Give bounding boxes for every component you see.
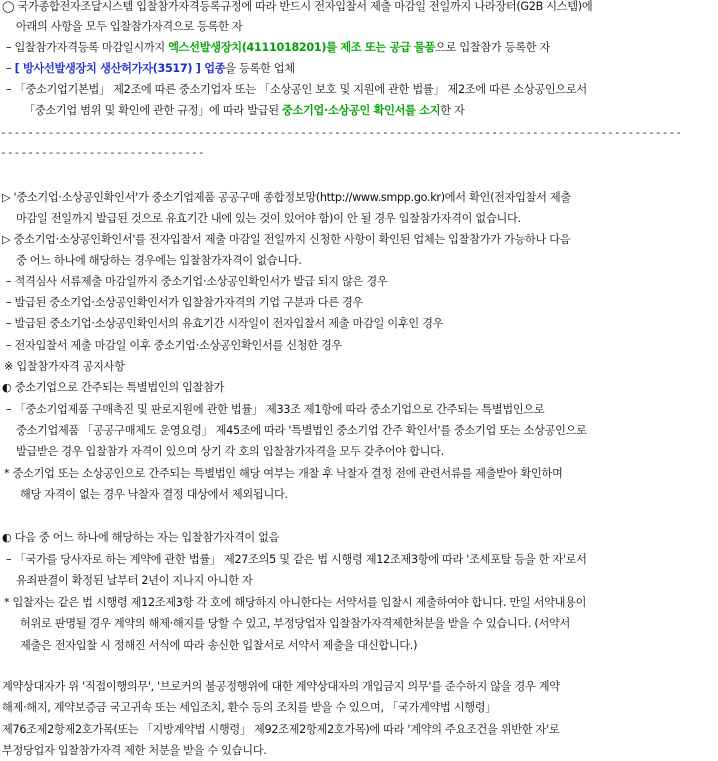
ineligible-line-2: 유죄판결이 확정된 날부터 2년이 지나지 아니한 자 bbox=[16, 574, 253, 587]
special-corp-note-2: 해당 자격이 없는 경우 낙찰자 결정 대상에서 제외됩니다. bbox=[20, 488, 288, 501]
separator-line-1: ---------------------------------------------------------------------------------------------------- bbox=[0, 126, 683, 139]
contractor-duty-line-2: 해제·해지, 계약보증금 국고귀속 또는 세입조치, 환수 등의 조치를 받을 수 있으며, 「국가계약법 시행령」 bbox=[2, 701, 497, 714]
certificate-note-2: ▷ 중소기업·소상공인확인서'를 전자입찰서 제출 마감일 전일까지 신청한 사항이 확인된 업체는 입찰참가가 가능하나 다음 bbox=[2, 233, 571, 246]
item-text: 을 등록한 업체 bbox=[225, 62, 295, 75]
eligibility-heading-cont: 아래의 사항을 모두 입찰참가자격으로 등록한 자 bbox=[16, 20, 243, 33]
notice-heading: ※ 입찰참가자격 공지사항 bbox=[4, 360, 125, 373]
contractor-duty-line-4: 부정당업자 입찰참가자격 제한 처분을 받을 수 있습니다. bbox=[2, 744, 267, 757]
pledge-note-2: 허위로 판명될 경우 계약의 해제·해지를 당할 수 있고, 부정당업자 입찰참가자격제한처분을 받을 수 있습니다. (서약서 bbox=[20, 617, 571, 630]
item-text: 한 자 bbox=[440, 104, 465, 117]
ineligible-line-1: – 「국가를 당사자로 하는 계약에 관한 법률」 제27조의5 및 같은 법 시행령 제12조제3항에 따라 '조세포탈 등을 한 자'로서 bbox=[6, 553, 587, 566]
contractor-duty-line-3: 제76조제2항제2호가목(또는 「지방계약법 시행령」 제92조제2항제2호가목)에 따라 '계약의 주요조건을 위반한 자'로 bbox=[2, 723, 560, 736]
eligibility-item-sme-cont bbox=[24, 101, 465, 121]
product-highlight: 엑스선발생장치(4111018201)를 제조 또는 공급 물품 bbox=[168, 41, 436, 54]
special-corp-line-1: – 「중소기업제품 구매촉진 및 판로지원에 관한 법률」 제33조 제1항에 따라 중소기업으로 간주되는 특별법인으로 bbox=[6, 403, 545, 416]
special-corp-note-1: * 중소기업 또는 소상공인으로 간주되는 특별법인 해당 여부는 개찰 후 낙찰자 결정 전에 관련서류를 제출받아 확인하며 bbox=[4, 467, 563, 480]
eligibility-heading-line: ◯ 국가종합전자조달시스템 입찰참가자격등록규정에 따라 반드시 전자입찰서 제출 마감일 전일까지 나라장터(G2B 시스템)에 bbox=[2, 0, 593, 13]
eligibility-item-license bbox=[6, 59, 295, 79]
pledge-note-1: * 입찰자는 같은 법 시행령 제12조제3항 각 호에 해당하지 아니한다는 서약서를 입찰시 제출하여야 합니다. 만일 서약내용이 bbox=[4, 596, 587, 609]
certificate-note-1: ▷ '중소기업·소상공인확인서'가 중소기업제품 공공구매 종합정보망(http://www.smpp.go.kr)에서 확인(전자입찰서 제출 bbox=[2, 191, 571, 204]
special-corp-line-3: 발급받은 경우 입찰참가 자격이 있으며 상기 각 호의 입찰참가자격을 모두 갖추어야 합니다. bbox=[16, 445, 444, 458]
disqualify-item-4: – 전자입찰서 제출 마감일 이후 중소기업·소상공인확인서를 신청한 경우 bbox=[6, 339, 343, 352]
special-corp-heading: ◐ 중소기업으로 간주되는 특별법인의 입찰참가 bbox=[2, 381, 225, 394]
disqualify-item-3: – 발급된 중소기업·소상공인확인서의 유효기간 시작일이 전자입찰서 제출 마감일 이후인 경우 bbox=[6, 317, 444, 330]
ineligible-heading: ◐ 다음 중 어느 하나에 해당하는 자는 입찰참가자격이 없음 bbox=[2, 531, 280, 544]
item-text: – 입찰참가자격등록 마감일시까지 bbox=[6, 41, 169, 54]
eligibility-item-sme: – 「중소기업기본법」 제2조에 따른 중소기업자 또는 「소상공인 보호 및 지원에 관한 법률」 제2조에 따른 소상공인으로서 bbox=[6, 83, 587, 96]
item-text: 「중소기업 범위 및 확인에 관한 규정」에 따라 발급된 bbox=[24, 104, 282, 117]
disqualify-item-2: – 발급된 중소기업·소상공인확인서가 입찰참가자격의 기업 구분과 다른 경우 bbox=[6, 296, 364, 309]
contractor-duty-line-1: 계약상대자가 위 '직접이행의무', '브로커의 불공정행위에 대한 계약상대자의 개입금지 의무'를 준수하지 않을 경우 계약 bbox=[2, 680, 560, 693]
item-text: – bbox=[6, 62, 15, 75]
special-corp-line-2: 중소기업제품 「공공구매제도 운영요령」 제45조에 따라 '특별법인 중소기업 간주 확인서'를 중소기업 또는 소상공인으로 bbox=[16, 424, 587, 437]
certificate-note-1-cont: 마감일 전일까지 발급된 것으로 유효기간 내에 있는 것이 있어야 함)이 안 될 경우 입찰참가자격이 없습니다. bbox=[16, 212, 521, 225]
certificate-note-2-cont: 중 어느 하나에 해당하는 경우에는 입찰참가자격이 없습니다. bbox=[16, 254, 302, 267]
separator-line-2: ------------------------------ bbox=[0, 146, 205, 159]
eligibility-item-product bbox=[6, 38, 550, 58]
certificate-highlight: 중소기업·소상공인 확인서를 소지 bbox=[281, 104, 441, 117]
item-text: 으로 입찰참가 등록한 자 bbox=[435, 41, 550, 54]
disqualify-item-1: – 적격심사 서류제출 마감일까지 중소기업·소상공인확인서가 발급 되지 않은 경우 bbox=[6, 275, 388, 288]
pledge-note-3: 제출은 전자입찰 시 정해진 서식에 따라 송신한 입찰서로 서약서 제출을 대신합니다.) bbox=[20, 639, 418, 652]
license-highlight: [ 방사선발생장치 생산허가자(3517) ] 업종 bbox=[14, 62, 226, 75]
